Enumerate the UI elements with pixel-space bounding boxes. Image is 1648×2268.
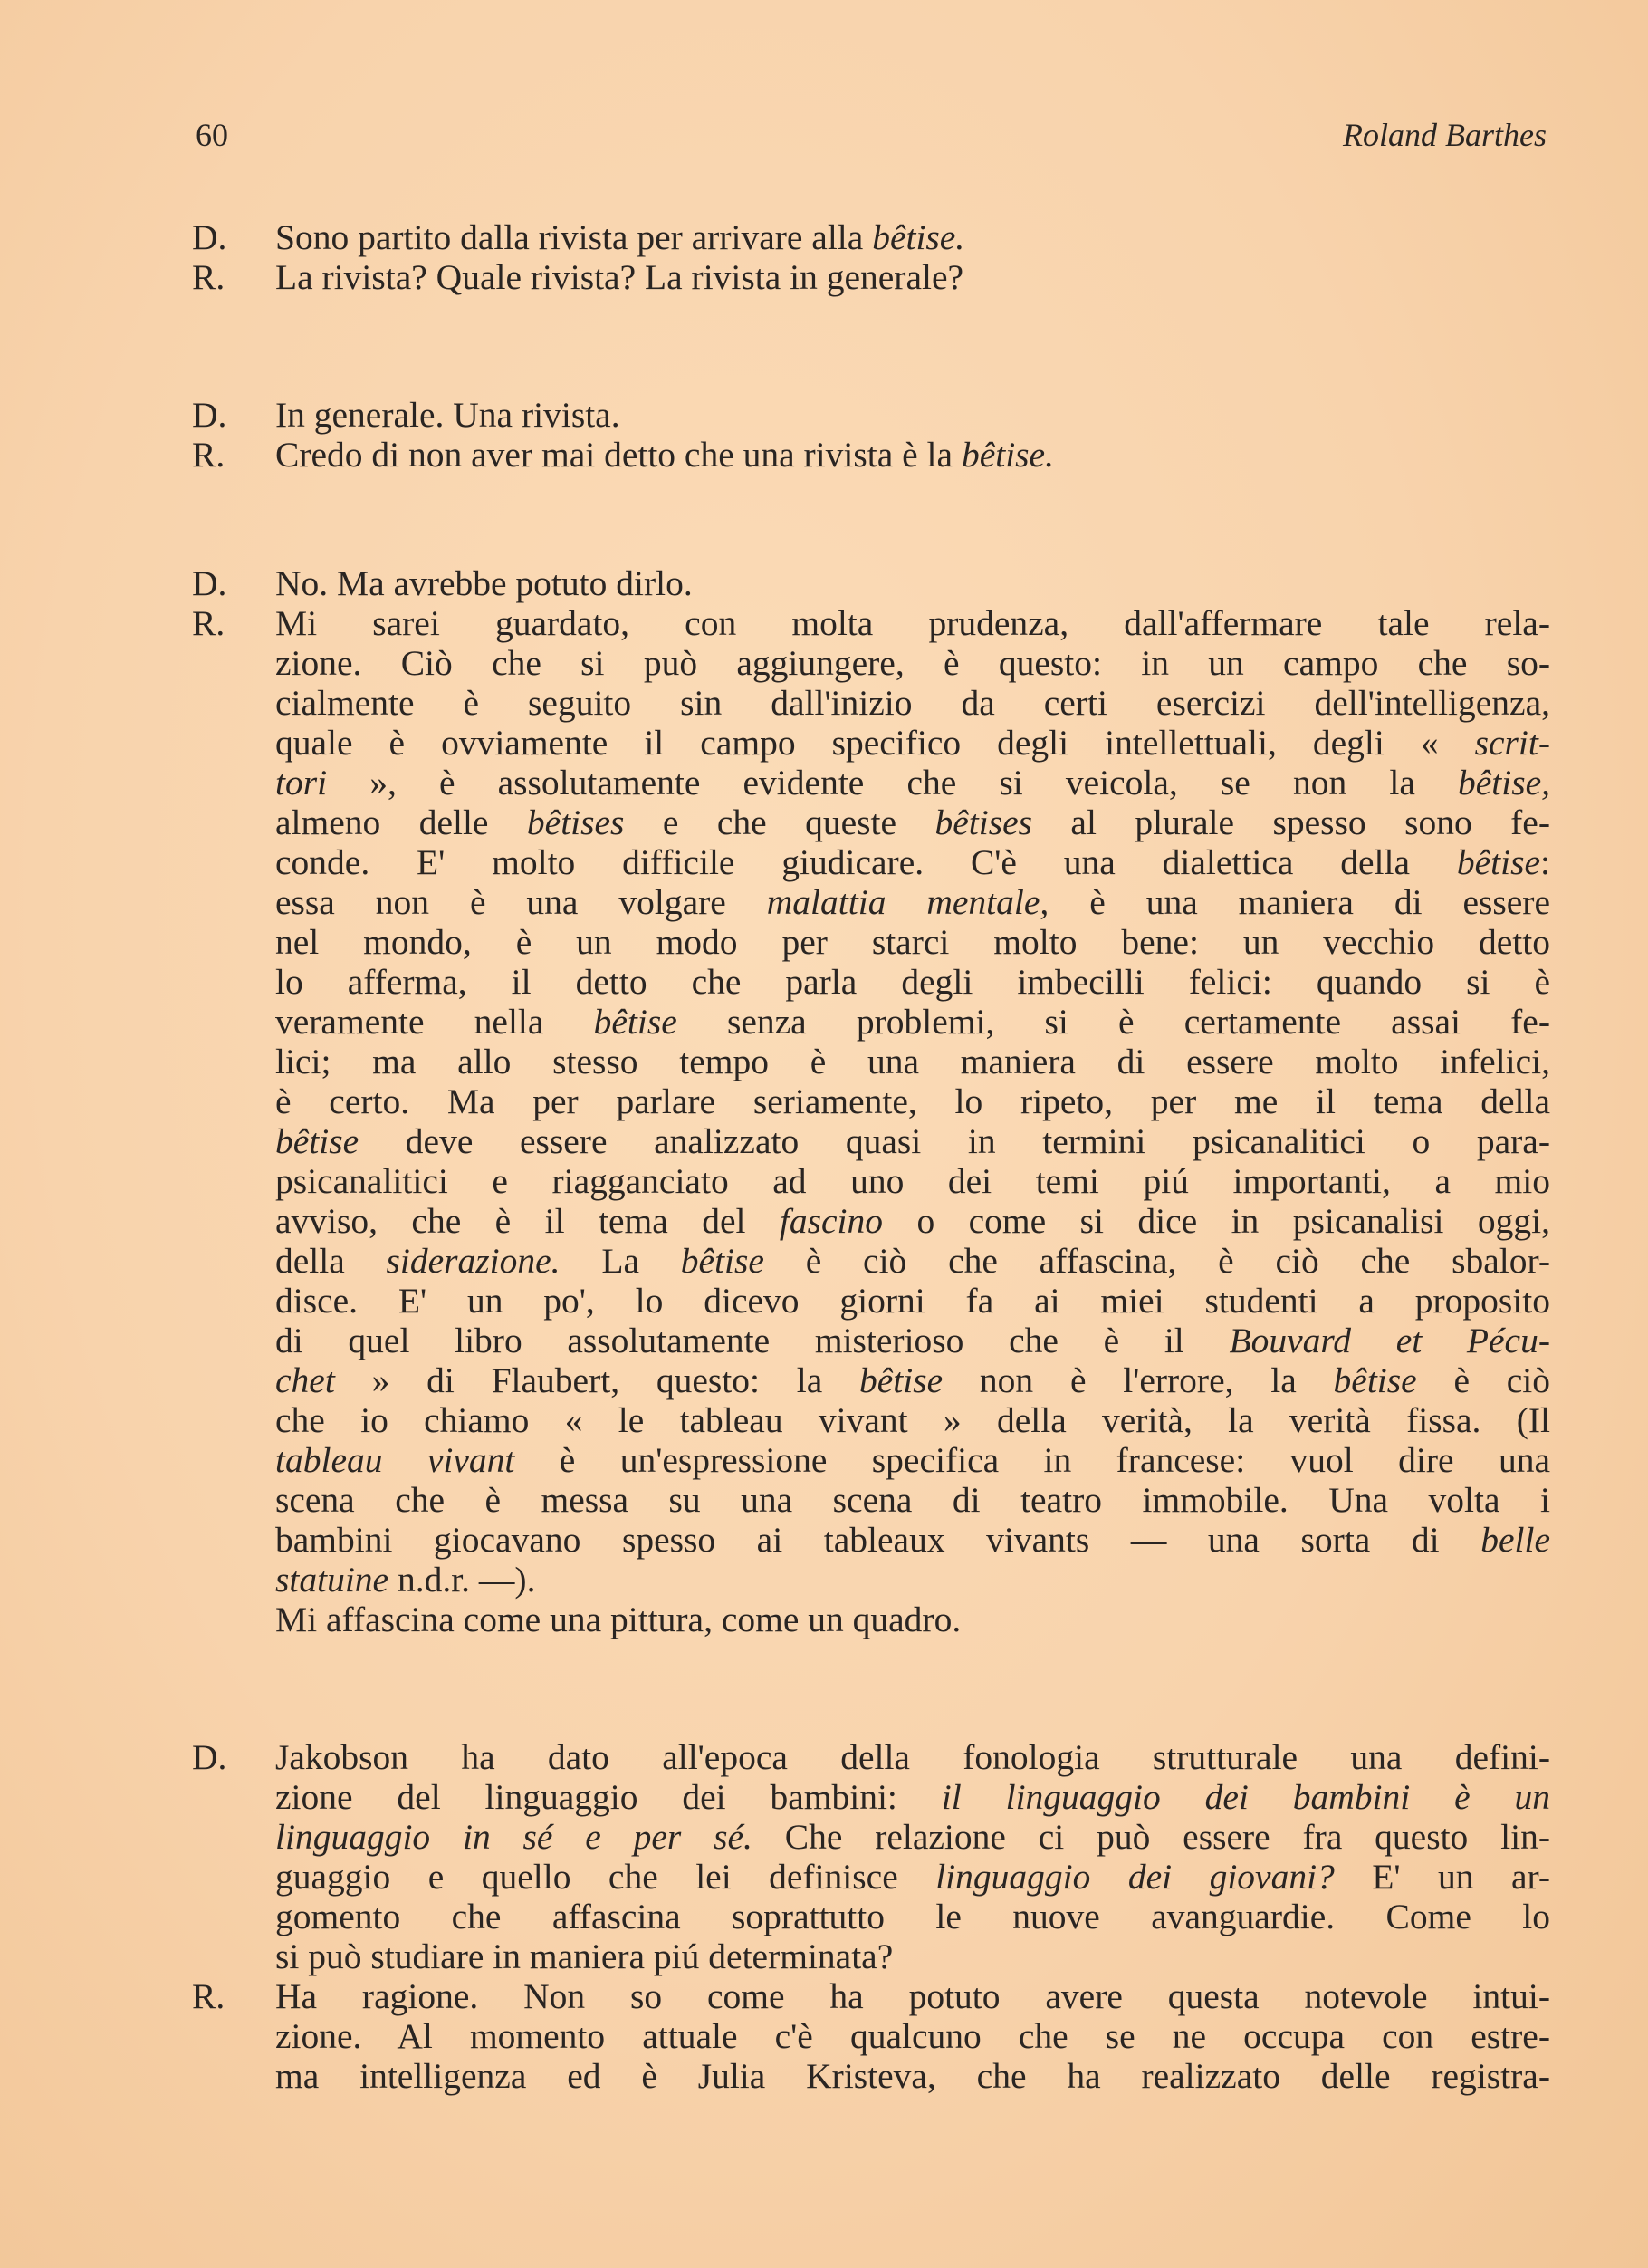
speaker-d-label: D. <box>192 395 227 435</box>
exchange-3: D. No. Ma avrebbe potuto dirlo. R. Mi sarei guardato, con molta prudenza, dall'affermare tale rela- zione. Ciò che si può aggiungere, è questo: in un campo che so- cialmente è seguito sin dall'inizio da certi esercizi dell'intelligenza, quale è ovviamente il campo specifico degli intellettuali, degli « scrit- tori », è assolutamente evidente che si veicola, se non la bêtise, almeno delle bêtises e che queste bêtises al plurale spesso sono fe- conde. E' molto difficile giudicare. C'è una dialettica della bêtise: essa non è una volgare malattia mentale, è una maniera di essere nel mondo, è un modo per starci molto bene: un vecchio detto lo afferma, il detto che parla degli imbecilli felici: quando si è veramente nella bêtise senza problemi, si è certamente assai fe- lici; ma allo stesso tempo è una maniera di essere molto infelici, è certo. Ma per parlare seriamente, lo ripeto, per me il tema della bêtise deve essere analizzato quasi in termini psicanalitici o para- psicanalitici e riagganciato ad uno dei temi piú importanti, a mio avviso, che è il tema del fascino o come si dice in psicanalisi oggi, della siderazione. La bêtise è ciò che affascina, è ciò che sbalor- disce. E' un po', lo dicevo giorni fa ai miei studenti a proposito di quel libro assolutamente misterioso che è il Bouvard et Pécu- chet » di Flaubert, questo: la bêtise non è l'errore, la bêtise è ciò che io chiamo « le tableau vivant » della verità, la verità fissa. (Il tableau vivant è un'espressione specifica in francese: vuol dire una scena che è messa su una scena di teatro immobile. Una volta i bambini giocavano spesso ai tableaux vivants — una sorta di belle statuine n.d.r. —). Mi affascina come una pittura, come un quadro. <box>192 563 1551 1639</box>
exchange-4: D. Jakobson ha dato all'epoca della fonologia strutturale una defini- zione del linguaggio dei bambini: il linguaggio dei bambini è un linguaggio in sé e per sé. Che relazione ci può essere fra questo lin- guaggio e quello che lei definisce linguaggio dei giovani? E' un ar- gomento che affascina soprattutto le nuove avanguardie. Come lo si può studiare in maniera piú determinata? R. Ha ragione. Non so come ha potuto avere questa notevole intui- zione. Al momento attuale c'è qualcuno che se ne occupa con estre- ma intelligenza ed è Julia Kristeva, che ha realizzato delle registra- <box>192 1737 1551 2096</box>
answer-line: R. Ha ragione. Non so come ha potuto avere questa notevole intui- <box>192 1976 1550 2016</box>
speaker-r-label: R. <box>192 603 225 643</box>
question-line: D. In generale. Una rivista. <box>192 395 620 435</box>
question-line: D. No. Ma avrebbe potuto dirlo. <box>192 563 693 603</box>
speaker-d-label: D. <box>192 217 227 257</box>
exchange-1 <box>192 217 1550 297</box>
speaker-r-label: R. <box>192 257 225 297</box>
speaker-r-label: R. <box>192 435 225 475</box>
running-head: Roland Barthes <box>1343 117 1547 153</box>
answer-line: R. La rivista? Quale rivista? La rivista in generale? <box>192 257 964 297</box>
question-line: D. Jakobson ha dato all'epoca della fonologia strutturale una defini- <box>192 1737 1550 1777</box>
speaker-d-label: D. <box>192 563 227 603</box>
answer-line: R. Mi sarei guardato, con molta prudenza, dall'affermare tale rela- <box>192 603 1550 643</box>
speaker-d-label: D. <box>192 1737 227 1777</box>
page-number: 60 <box>196 117 228 153</box>
answer-line: R. Credo di non aver mai detto che una rivista è la bêtise. <box>192 435 1054 475</box>
speaker-r-label: R. <box>192 1976 225 2016</box>
question-line: D. Sono partito dalla rivista per arrivare alla bêtise. <box>192 217 965 257</box>
exchange-2 <box>192 395 1550 475</box>
page-header <box>196 116 1547 161</box>
